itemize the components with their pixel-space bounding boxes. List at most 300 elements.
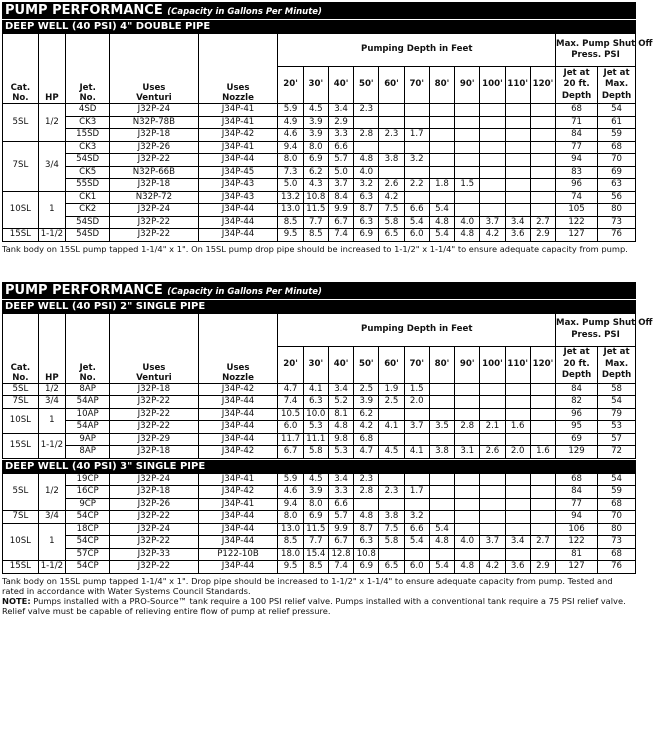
pressure-max-cell: 76 — [598, 561, 636, 574]
jet-number-cell: 54CP — [66, 536, 110, 549]
venturi-cell: J32P-24 — [110, 473, 198, 486]
depth-header: 20' — [278, 346, 303, 383]
jet-number-cell: 10AP — [66, 408, 110, 421]
capacity-cell — [480, 104, 505, 117]
capacity-cell — [354, 498, 379, 511]
nozzle-cell: J34P-43 — [198, 191, 278, 204]
capacity-cell: 4.8 — [429, 216, 454, 229]
jet-number-cell: CK3 — [66, 116, 110, 129]
capacity-cell: 3.7 — [480, 216, 505, 229]
pressure-20ft-cell: 96 — [556, 179, 598, 192]
capacity-cell: 1.9 — [379, 383, 404, 396]
capacity-cell: 5.8 — [379, 536, 404, 549]
capacity-cell: 3.4 — [328, 473, 353, 486]
capacity-cell: 1.7 — [404, 129, 429, 142]
depth-header: 110' — [505, 67, 530, 104]
capacity-cell: 4.2 — [379, 191, 404, 204]
nozzle-cell: J34P-44 — [198, 408, 278, 421]
cat-number-cell: 7SL — [3, 396, 39, 409]
pumping-depth-header: Pumping Depth in Feet — [278, 313, 556, 346]
pressure-20ft-cell: 68 — [556, 473, 598, 486]
capacity-cell: 9.5 — [278, 561, 303, 574]
jet-number-cell: 54AP — [66, 421, 110, 434]
jet-number-cell: 57CP — [66, 548, 110, 561]
capacity-cell: 5.4 — [429, 204, 454, 217]
nozzle-cell: J34P-44 — [198, 523, 278, 536]
capacity-cell — [480, 166, 505, 179]
note-label: NOTE: — [2, 595, 31, 606]
table1 — [2, 33, 653, 242]
cat-number-cell: 10SL — [3, 408, 39, 433]
capacity-cell — [379, 498, 404, 511]
jet-header: Jet. No. — [66, 34, 110, 104]
capacity-cell: 11.1 — [303, 433, 328, 446]
cat-number-cell: 7SL — [3, 511, 39, 524]
table-row — [3, 229, 636, 242]
capacity-cell — [429, 548, 454, 561]
capacity-cell — [505, 383, 530, 396]
capacity-cell: 6.2 — [354, 408, 379, 421]
jet-number-cell: 54CP — [66, 561, 110, 574]
pressure-20ft-cell: 69 — [556, 433, 598, 446]
capacity-cell: 2.7 — [530, 536, 555, 549]
relief-valve-note — [2, 596, 636, 616]
capacity-cell: 2.0 — [505, 446, 530, 459]
capacity-cell — [429, 104, 454, 117]
capacity-cell — [530, 154, 555, 167]
capacity-cell — [455, 104, 480, 117]
venturi-cell: N32P-78B — [110, 116, 198, 129]
depth-header: 70' — [404, 67, 429, 104]
table-row — [3, 548, 636, 561]
capacity-cell: 8.7 — [354, 523, 379, 536]
table-row — [3, 166, 636, 179]
capacity-cell: 4.2 — [480, 561, 505, 574]
table-row — [3, 561, 636, 574]
pressure-20ft-cell: 129 — [556, 446, 598, 459]
capacity-cell: 6.7 — [328, 216, 353, 229]
capacity-cell: 3.6 — [505, 561, 530, 574]
capacity-cell — [505, 141, 530, 154]
venturi-cell: J32P-33 — [110, 548, 198, 561]
nozzle-cell: P122-10B — [198, 548, 278, 561]
capacity-cell: 4.7 — [354, 446, 379, 459]
venturi-cell: J32P-18 — [110, 486, 198, 499]
capacity-cell — [379, 473, 404, 486]
pressure-max-cell: 53 — [598, 421, 636, 434]
capacity-cell — [455, 523, 480, 536]
capacity-cell: 3.2 — [404, 154, 429, 167]
nozzle-cell: J34P-44 — [198, 536, 278, 549]
capacity-cell: 2.6 — [379, 179, 404, 192]
nozzle-cell: J34P-45 — [198, 166, 278, 179]
capacity-cell — [480, 116, 505, 129]
pressure-20ft-cell: 122 — [556, 536, 598, 549]
capacity-cell: 6.3 — [303, 396, 328, 409]
capacity-cell: 5.0 — [328, 166, 353, 179]
capacity-cell: 3.4 — [328, 383, 353, 396]
capacity-cell — [480, 548, 505, 561]
pressure-20ft-cell: 94 — [556, 154, 598, 167]
capacity-cell — [505, 154, 530, 167]
capacity-cell: 8.1 — [328, 408, 353, 421]
pressure-20ft-cell: 127 — [556, 229, 598, 242]
capacity-cell: 8.5 — [303, 229, 328, 242]
capacity-cell: 6.0 — [278, 421, 303, 434]
venturi-cell: J32P-26 — [110, 141, 198, 154]
capacity-cell: 4.5 — [303, 473, 328, 486]
jet-number-cell: CK5 — [66, 166, 110, 179]
capacity-cell: 7.4 — [328, 561, 353, 574]
venturi-cell: J32P-24 — [110, 204, 198, 217]
pressure-max-cell: 70 — [598, 154, 636, 167]
pressure-max-cell: 79 — [598, 408, 636, 421]
capacity-cell — [429, 116, 454, 129]
hp-cell: 3/4 — [38, 141, 65, 191]
jet-number-cell: 54SD — [66, 216, 110, 229]
header-row — [3, 313, 636, 346]
capacity-cell — [530, 473, 555, 486]
nozzle-header: Uses Nozzle — [198, 34, 278, 104]
pressure-max-cell: 56 — [598, 191, 636, 204]
capacity-cell: 3.3 — [328, 486, 353, 499]
table3-section-title: DEEP WELL (40 PSI) 3" SINGLE PIPE — [2, 459, 636, 473]
depth-header: 120' — [530, 346, 555, 383]
capacity-cell: 2.2 — [404, 179, 429, 192]
table-row — [3, 511, 636, 524]
capacity-cell: 8.0 — [278, 511, 303, 524]
capacity-cell: 5.4 — [429, 523, 454, 536]
capacity-cell: 8.5 — [278, 536, 303, 549]
capacity-cell: 9.5 — [278, 229, 303, 242]
nozzle-cell: J34P-41 — [198, 498, 278, 511]
capacity-cell — [480, 396, 505, 409]
venturi-cell: J32P-18 — [110, 179, 198, 192]
jet-number-cell: CK2 — [66, 204, 110, 217]
capacity-cell — [455, 486, 480, 499]
pressure-20ft-cell: 84 — [556, 129, 598, 142]
capacity-cell: 6.6 — [328, 498, 353, 511]
capacity-cell: 4.3 — [303, 179, 328, 192]
hp-cell: 3/4 — [38, 396, 65, 409]
capacity-cell — [429, 191, 454, 204]
table-row — [3, 104, 636, 117]
pressure-max-cell: 57 — [598, 433, 636, 446]
capacity-cell: 6.0 — [404, 229, 429, 242]
capacity-cell: 11.5 — [303, 204, 328, 217]
capacity-cell: 2.9 — [530, 229, 555, 242]
capacity-cell — [379, 116, 404, 129]
capacity-cell — [505, 129, 530, 142]
capacity-cell — [530, 548, 555, 561]
page — [2, 2, 653, 616]
capacity-cell — [379, 104, 404, 117]
capacity-cell: 11.5 — [303, 523, 328, 536]
pressure-20ft-cell: 83 — [556, 166, 598, 179]
cat-number-cell: 5SL — [3, 104, 39, 142]
jet-number-cell: 54AP — [66, 396, 110, 409]
capacity-cell: 9.9 — [328, 204, 353, 217]
capacity-cell — [530, 166, 555, 179]
capacity-cell: 5.0 — [278, 179, 303, 192]
pressure-20ft-cell: 81 — [556, 548, 598, 561]
depth-header: 90' — [455, 67, 480, 104]
table-row — [3, 191, 636, 204]
capacity-cell — [429, 408, 454, 421]
venturi-cell: J32P-22 — [110, 421, 198, 434]
capacity-cell — [455, 204, 480, 217]
capacity-cell: 7.5 — [379, 204, 404, 217]
capacity-cell — [455, 511, 480, 524]
capacity-cell — [404, 473, 429, 486]
nozzle-cell: J34P-42 — [198, 446, 278, 459]
jet-number-cell: 9AP — [66, 433, 110, 446]
table1-subtitle: (Capacity in Gallons Per Minute) — [167, 7, 322, 17]
capacity-cell — [505, 511, 530, 524]
capacity-cell: 1.5 — [404, 383, 429, 396]
capacity-cell: 3.8 — [379, 511, 404, 524]
capacity-cell — [480, 129, 505, 142]
capacity-cell: 3.9 — [303, 486, 328, 499]
pressure-20ft-cell: 122 — [556, 216, 598, 229]
capacity-cell — [505, 473, 530, 486]
capacity-cell: 4.8 — [354, 511, 379, 524]
jet-number-cell: 19CP — [66, 473, 110, 486]
capacity-cell: 9.8 — [328, 433, 353, 446]
depth-header: 50' — [354, 346, 379, 383]
venturi-cell: J32P-18 — [110, 446, 198, 459]
capacity-cell: 3.7 — [328, 179, 353, 192]
capacity-cell: 8.5 — [278, 216, 303, 229]
capacity-cell — [530, 523, 555, 536]
pressure-20ft-cell: 68 — [556, 104, 598, 117]
table2-subtitle: (Capacity in Gallons Per Minute) — [167, 286, 322, 297]
pressure-20ft-cell: 82 — [556, 396, 598, 409]
table-row — [3, 204, 636, 217]
capacity-cell: 6.2 — [303, 166, 328, 179]
pressure-max-cell: 72 — [598, 446, 636, 459]
capacity-cell: 6.7 — [328, 536, 353, 549]
pressure-max-cell: 73 — [598, 536, 636, 549]
venturi-cell: N32P-66B — [110, 166, 198, 179]
table3 — [2, 473, 636, 574]
capacity-cell: 10.5 — [278, 408, 303, 421]
table-row — [3, 433, 636, 446]
pressure-20ft-cell: 77 — [556, 498, 598, 511]
venturi-cell: J32P-18 — [110, 129, 198, 142]
capacity-cell: 3.9 — [303, 116, 328, 129]
table-row — [3, 421, 636, 434]
nozzle-cell: J34P-42 — [198, 486, 278, 499]
depth-header: 20' — [278, 67, 303, 104]
pressure-max-cell: 59 — [598, 129, 636, 142]
capacity-cell — [480, 204, 505, 217]
venturi-cell: J32P-22 — [110, 561, 198, 574]
table-row — [3, 446, 636, 459]
capacity-cell: 6.9 — [354, 561, 379, 574]
pressure-max-cell: 80 — [598, 204, 636, 217]
capacity-cell — [429, 141, 454, 154]
capacity-cell: 10.0 — [303, 408, 328, 421]
venturi-cell: J32P-22 — [110, 396, 198, 409]
capacity-cell — [530, 498, 555, 511]
capacity-cell: 4.7 — [278, 383, 303, 396]
capacity-cell — [455, 396, 480, 409]
capacity-cell — [480, 486, 505, 499]
venturi-cell: J32P-22 — [110, 216, 198, 229]
capacity-cell — [404, 166, 429, 179]
capacity-cell — [530, 204, 555, 217]
table-row — [3, 179, 636, 192]
venturi-cell: J32P-22 — [110, 154, 198, 167]
cat-number-cell: 15SL — [3, 433, 39, 458]
nozzle-cell: J34P-42 — [198, 383, 278, 396]
capacity-cell: 5.4 — [404, 216, 429, 229]
header-row — [3, 34, 636, 67]
depth-header: 80' — [429, 67, 454, 104]
depth-header: 30' — [303, 67, 328, 104]
capacity-cell — [404, 498, 429, 511]
jet-number-cell: 9CP — [66, 498, 110, 511]
capacity-cell: 3.7 — [480, 536, 505, 549]
capacity-cell: 3.8 — [379, 154, 404, 167]
capacity-cell — [404, 141, 429, 154]
capacity-cell: 15.4 — [303, 548, 328, 561]
table1-section-title: DEEP WELL (40 PSI) 4" DOUBLE PIPE — [2, 19, 636, 33]
pressure-20ft-cell: 127 — [556, 561, 598, 574]
capacity-cell — [505, 498, 530, 511]
capacity-cell — [480, 523, 505, 536]
capacity-cell: 5.7 — [328, 154, 353, 167]
jet-number-cell: 54SD — [66, 154, 110, 167]
capacity-cell — [455, 154, 480, 167]
nozzle-cell: J34P-44 — [198, 216, 278, 229]
cat-number-cell: 7SL — [3, 141, 39, 191]
venturi-cell: J32P-22 — [110, 229, 198, 242]
cat-number-cell: 5SL — [3, 383, 39, 396]
nozzle-cell: J34P-44 — [198, 204, 278, 217]
pressure-max-cell: 54 — [598, 473, 636, 486]
cat-header: Cat. No. — [3, 313, 39, 383]
hp-cell: 1/2 — [38, 104, 65, 142]
capacity-cell: 13.2 — [278, 191, 303, 204]
jet-number-cell: 55SD — [66, 179, 110, 192]
capacity-cell — [505, 166, 530, 179]
capacity-cell: 2.9 — [530, 561, 555, 574]
capacity-cell — [455, 433, 480, 446]
capacity-cell: 10.8 — [354, 548, 379, 561]
jet-20ft-header: Jet at 20 ft. Depth — [556, 67, 598, 104]
table3-note-text: Tank body on 15SL pump tapped 1-1/4" x 1". Drop pipe should be increased to 1-1/2" x 1-1/4" to ensure adequate capacity from pump. Tested and rated in accordance with Water Systems Council Standards. — [2, 575, 613, 596]
capacity-cell: 4.8 — [455, 229, 480, 242]
capacity-cell — [379, 548, 404, 561]
capacity-cell: 11.7 — [278, 433, 303, 446]
jet-number-cell: 18CP — [66, 523, 110, 536]
capacity-cell: 3.4 — [505, 216, 530, 229]
pressure-max-cell: 73 — [598, 216, 636, 229]
capacity-cell: 8.7 — [354, 204, 379, 217]
pressure-20ft-cell: 96 — [556, 408, 598, 421]
jet-header: Jet. No. — [66, 313, 110, 383]
capacity-cell: 6.6 — [328, 141, 353, 154]
capacity-cell: 12.8 — [328, 548, 353, 561]
capacity-cell — [455, 383, 480, 396]
pressure-max-cell: 68 — [598, 141, 636, 154]
capacity-cell: 6.0 — [404, 561, 429, 574]
capacity-cell: 2.8 — [455, 421, 480, 434]
pressure-max-cell: 69 — [598, 166, 636, 179]
pressure-max-cell: 54 — [598, 104, 636, 117]
capacity-cell: 3.4 — [505, 536, 530, 549]
venturi-cell: J32P-24 — [110, 523, 198, 536]
table-row — [3, 141, 636, 154]
cat-number-cell: 10SL — [3, 523, 39, 561]
capacity-cell: 8.5 — [303, 561, 328, 574]
jet-number-cell: 8AP — [66, 446, 110, 459]
depth-header: 120' — [530, 67, 555, 104]
capacity-cell: 5.9 — [278, 473, 303, 486]
pressure-max-cell: 70 — [598, 511, 636, 524]
capacity-cell — [379, 408, 404, 421]
capacity-cell: 6.9 — [303, 154, 328, 167]
capacity-cell: 6.9 — [303, 511, 328, 524]
capacity-cell — [429, 154, 454, 167]
capacity-cell — [530, 486, 555, 499]
hp-cell: 1/2 — [38, 383, 65, 396]
capacity-cell — [530, 396, 555, 409]
capacity-cell — [429, 433, 454, 446]
capacity-cell: 6.3 — [354, 216, 379, 229]
nozzle-cell: J34P-44 — [198, 421, 278, 434]
capacity-cell: 8.4 — [328, 191, 353, 204]
capacity-cell: 2.0 — [404, 396, 429, 409]
capacity-cell — [379, 141, 404, 154]
capacity-cell — [505, 179, 530, 192]
pressure-max-cell: 61 — [598, 116, 636, 129]
capacity-cell: 6.3 — [354, 191, 379, 204]
capacity-cell — [480, 498, 505, 511]
capacity-cell: 18.0 — [278, 548, 303, 561]
capacity-cell — [354, 141, 379, 154]
capacity-cell: 3.2 — [404, 511, 429, 524]
capacity-cell: 4.8 — [429, 536, 454, 549]
capacity-cell: 4.9 — [278, 116, 303, 129]
cat-number-cell: 5SL — [3, 473, 39, 511]
capacity-cell: 3.7 — [404, 421, 429, 434]
capacity-cell: 1.8 — [429, 179, 454, 192]
capacity-cell — [404, 548, 429, 561]
table1-note: Tank body on 15SL pump tapped 1-1/4" x 1". On 15SL pump drop pipe should be increased to 1-1/2" x 1-1/4" to ensure adequate capacity from pump. — [2, 243, 628, 254]
capacity-cell — [480, 179, 505, 192]
capacity-cell — [530, 141, 555, 154]
capacity-cell — [505, 191, 530, 204]
capacity-cell — [530, 191, 555, 204]
capacity-cell: 4.2 — [354, 421, 379, 434]
capacity-cell — [505, 523, 530, 536]
capacity-cell: 4.5 — [379, 446, 404, 459]
capacity-cell: 5.8 — [303, 446, 328, 459]
capacity-cell — [429, 383, 454, 396]
jet-number-cell: 54CP — [66, 511, 110, 524]
table1-title: PUMP PERFORMANCE — [5, 3, 163, 18]
pressure-max-cell: 76 — [598, 229, 636, 242]
capacity-cell: 2.3 — [379, 129, 404, 142]
pressure-max-cell: 59 — [598, 486, 636, 499]
jet-number-cell: 4SD — [66, 104, 110, 117]
capacity-cell — [530, 129, 555, 142]
capacity-cell — [429, 396, 454, 409]
pressure-max-cell: 54 — [598, 396, 636, 409]
